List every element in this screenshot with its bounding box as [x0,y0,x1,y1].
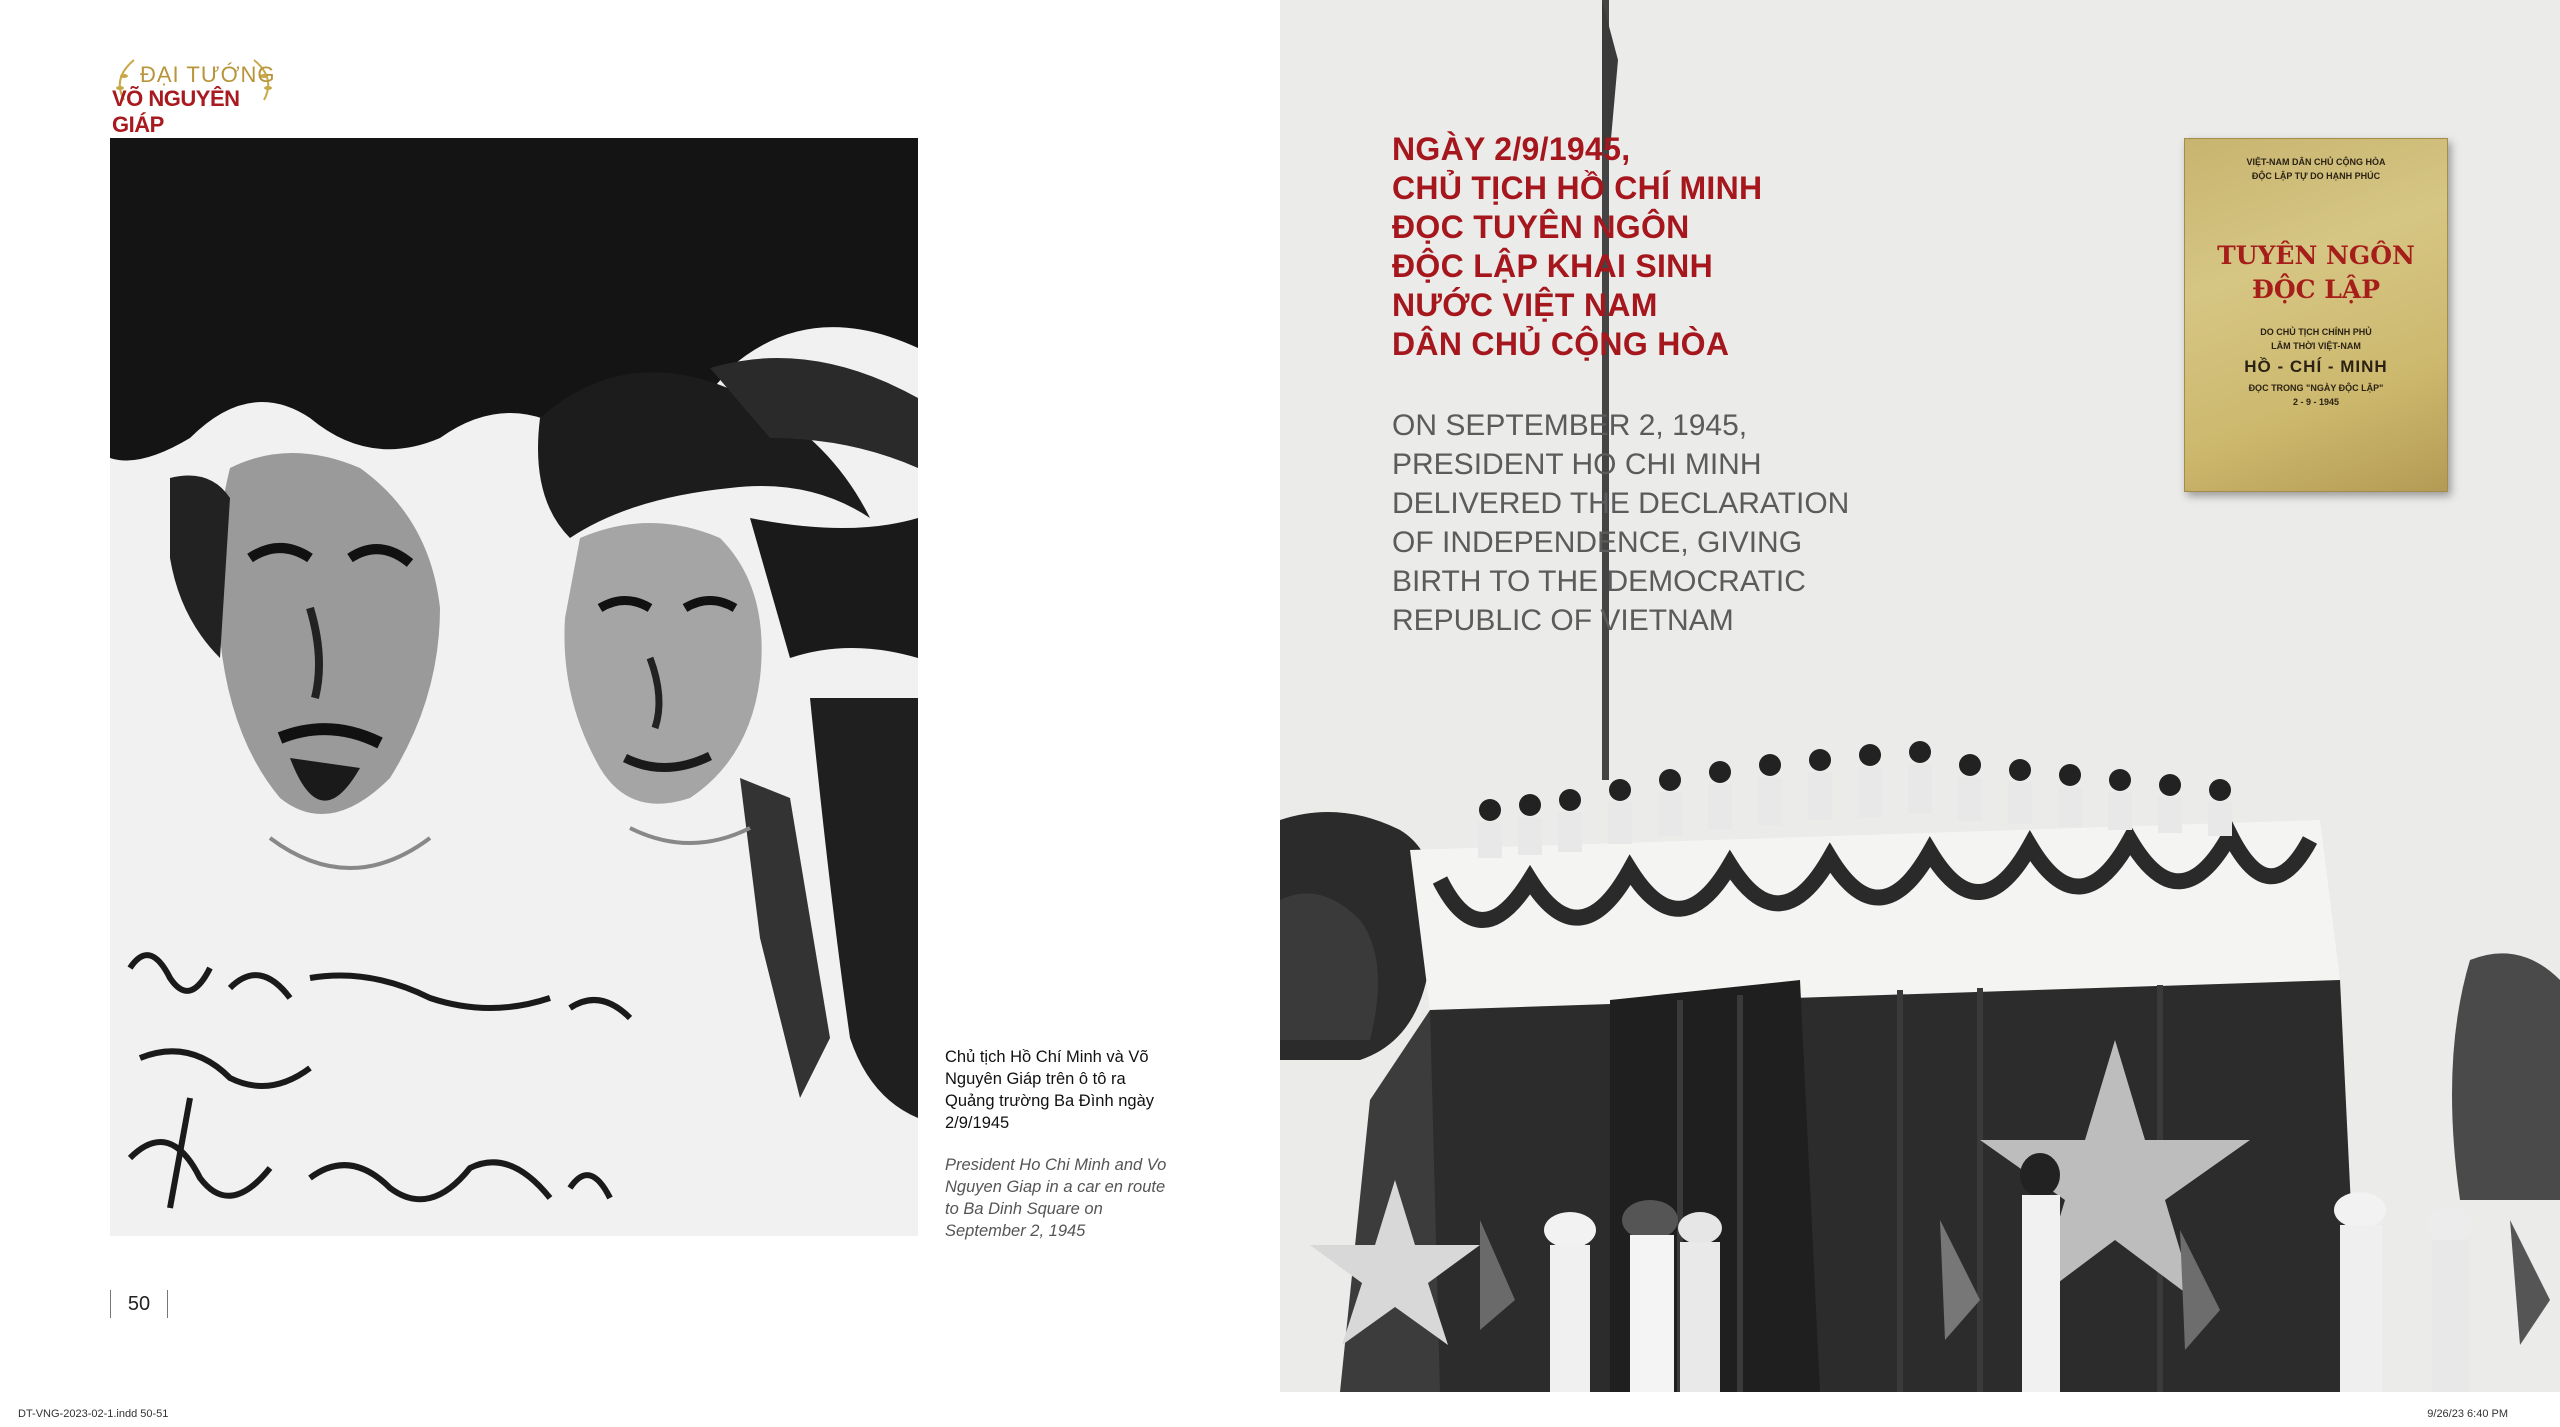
page-number: 50 [110,1290,168,1318]
slug-datetime: 9/26/23 6:40 PM [2427,1408,2508,1420]
photo-ho-chi-minh-and-vo-nguyen-giap [110,138,918,1236]
doc-date: 2 - 9 - 1945 [2292,397,2340,407]
doc-sub-line1: DO CHỦ TỊCH CHÍNH PHỦ [2260,327,2372,337]
doc-top-line1: VIỆT-NAM DÂN CHỦ CỘNG HÒA [2246,157,2386,167]
logo-line2: VÕ NGUYÊN GIÁP [112,86,240,137]
doc-author: HỒ - CHÍ - MINH [2244,357,2388,376]
publication-logo [104,48,284,137]
doc-sub-line3: ĐỌC TRONG "NGÀY ĐỘC LẬP" [2248,383,2384,393]
doc-sub-line2: LÂM THỜI VIỆT-NAM [2271,341,2361,351]
declaration-document-cover [2184,138,2448,492]
heading-vietnamese: NGÀY 2/9/1945, CHỦ TỊCH HỒ CHÍ MINH ĐỌC TUYÊN NGÔN ĐỘC LẬP KHAI SINH NƯỚC VIỆT NAM DÂN CHỦ CỘNG HÒA [1392,131,1763,362]
doc-title-line2: ĐỘC LẬP [2251,275,2380,304]
doc-title-line1: TUYÊN NGÔN [2217,241,2415,270]
logo-line1: ĐẠI TƯỚNG [140,62,276,87]
photo-independence-day-rally [1280,0,2560,1392]
doc-top-line2: ĐỘC LẬP TỰ DO HẠNH PHÚC [2251,171,2381,181]
heading-english: ON SEPTEMBER 2, 1945, PRESIDENT HO CHI MINH DELIVERED THE DECLARATION OF INDEPENDENCE, GIVING BIRTH TO THE DEMOCRATIC REPUBLIC OF VIETNAM [1392,409,1850,637]
caption-vietnamese: Chủ tịch Hồ Chí Minh và Võ Nguyên Giáp trên ô tô ra Quảng trường Ba Đình ngày 2/9/1945 [945,1048,1154,1132]
slug-file-info: DT-VNG-2023-02-1.indd 50-51 [18,1408,169,1420]
caption-english: President Ho Chi Minh and Vo Nguyen Giap in a car en route to Ba Dinh Square on September 2, 1945 [945,1156,1167,1240]
